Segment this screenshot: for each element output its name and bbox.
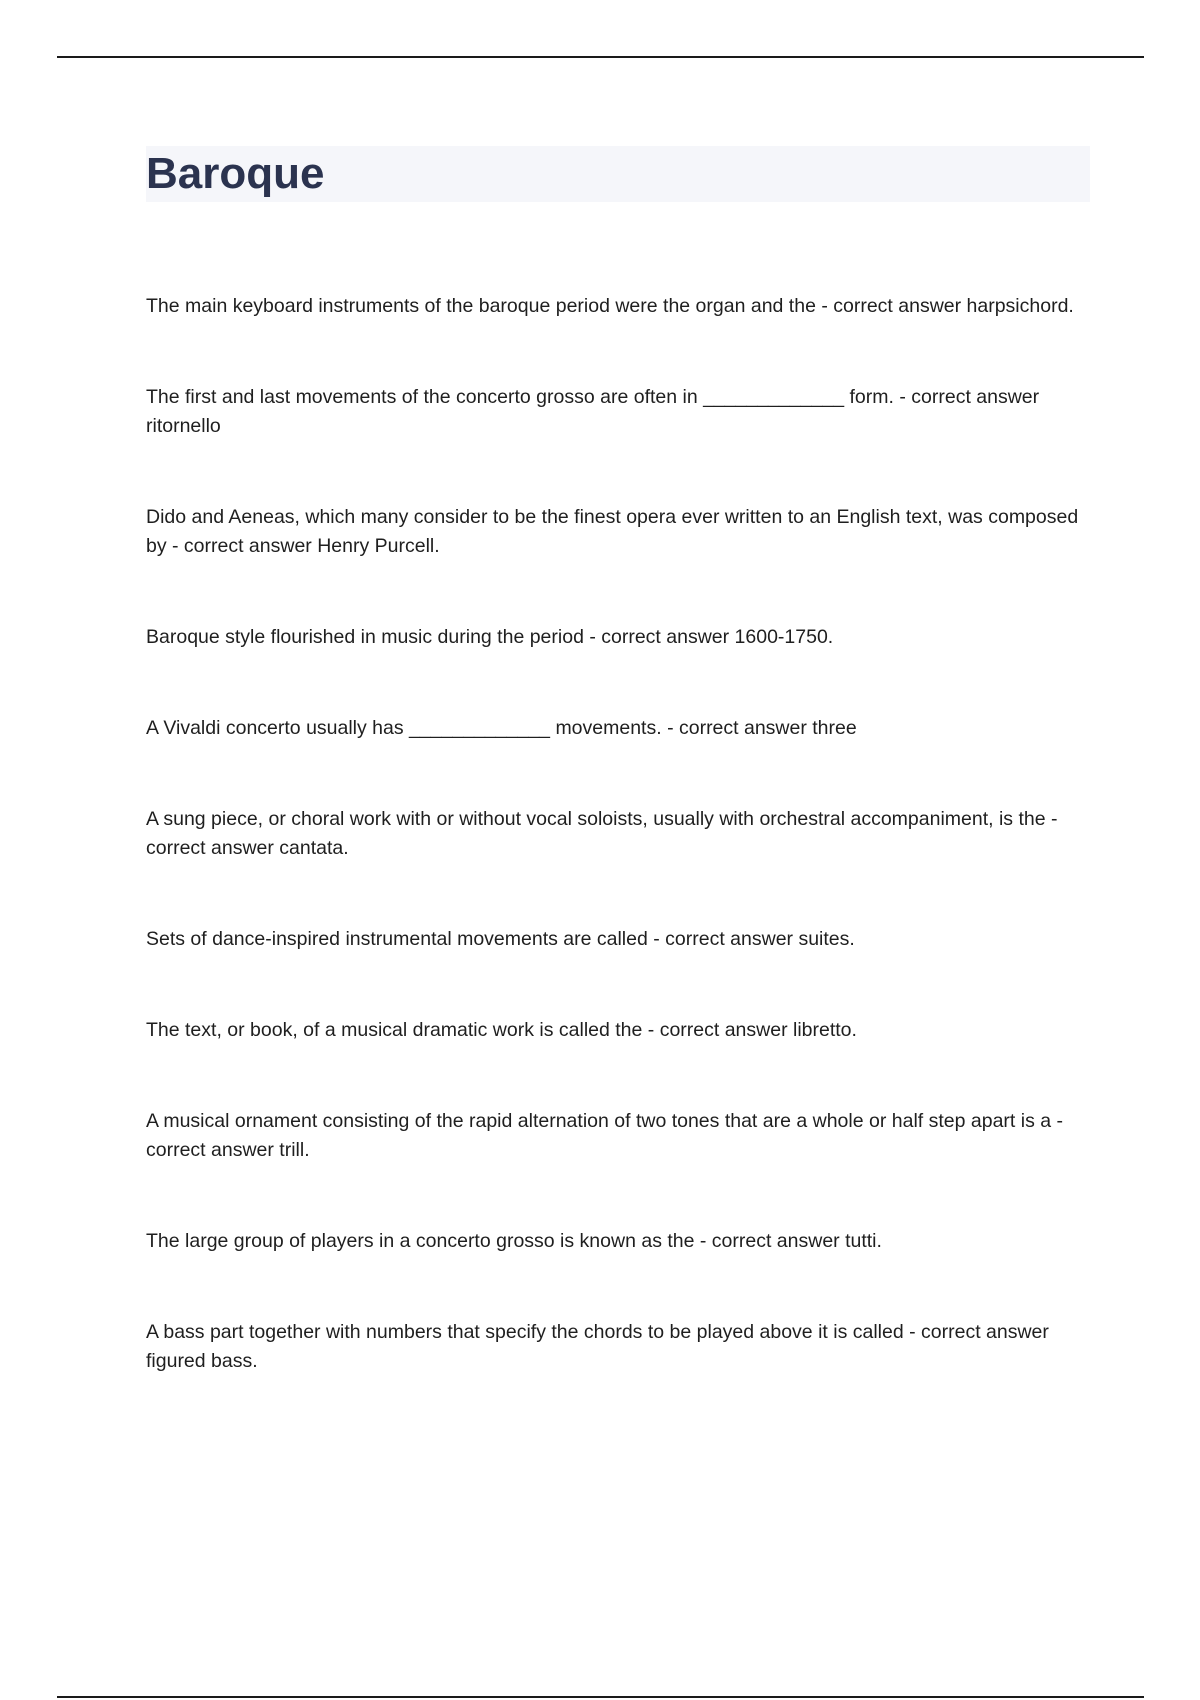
qa-item-7: Sets of dance-inspired instrumental movements are called - correct answer suites.: [146, 928, 855, 950]
qa-item-10: The large group of players in a concerto grosso is known as the - correct answer tutti.: [146, 1230, 882, 1252]
page-title: Baroque: [146, 149, 325, 198]
qa-item-1: The main keyboard instruments of the baroque period were the organ and the - correct answer harpsichord.: [146, 295, 1074, 317]
qa-item-3: Dido and Aeneas, which many consider to be the finest opera ever written to an English text, was composed by - correct answer Henry Purcell.: [146, 506, 1079, 557]
qa-item-2: The first and last movements of the concerto grosso are often in _____________ form. - correct answer ritornello: [146, 386, 1040, 437]
qa-item-5: A Vivaldi concerto usually has _____________ movements. - correct answer three: [146, 717, 857, 739]
top-divider: [57, 56, 1144, 58]
qa-item-8: The text, or book, of a musical dramatic work is called the - correct answer libretto.: [146, 1019, 857, 1041]
bottom-divider: [57, 1696, 1144, 1698]
qa-item-9: A musical ornament consisting of the rapid alternation of two tones that are a whole or half step apart is a - correct answer trill.: [146, 1110, 1064, 1161]
qa-item-4: Baroque style flourished in music during the period - correct answer 1600-1750.: [146, 626, 834, 648]
qa-item-6: A sung piece, or choral work with or without vocal soloists, usually with orchestral accompaniment, is the - correct answer cantata.: [146, 808, 1058, 859]
qa-item-11: A bass part together with numbers that specify the chords to be played above it is called - correct answer figured bass.: [146, 1321, 1049, 1372]
qa-list: [146, 292, 1090, 1376]
